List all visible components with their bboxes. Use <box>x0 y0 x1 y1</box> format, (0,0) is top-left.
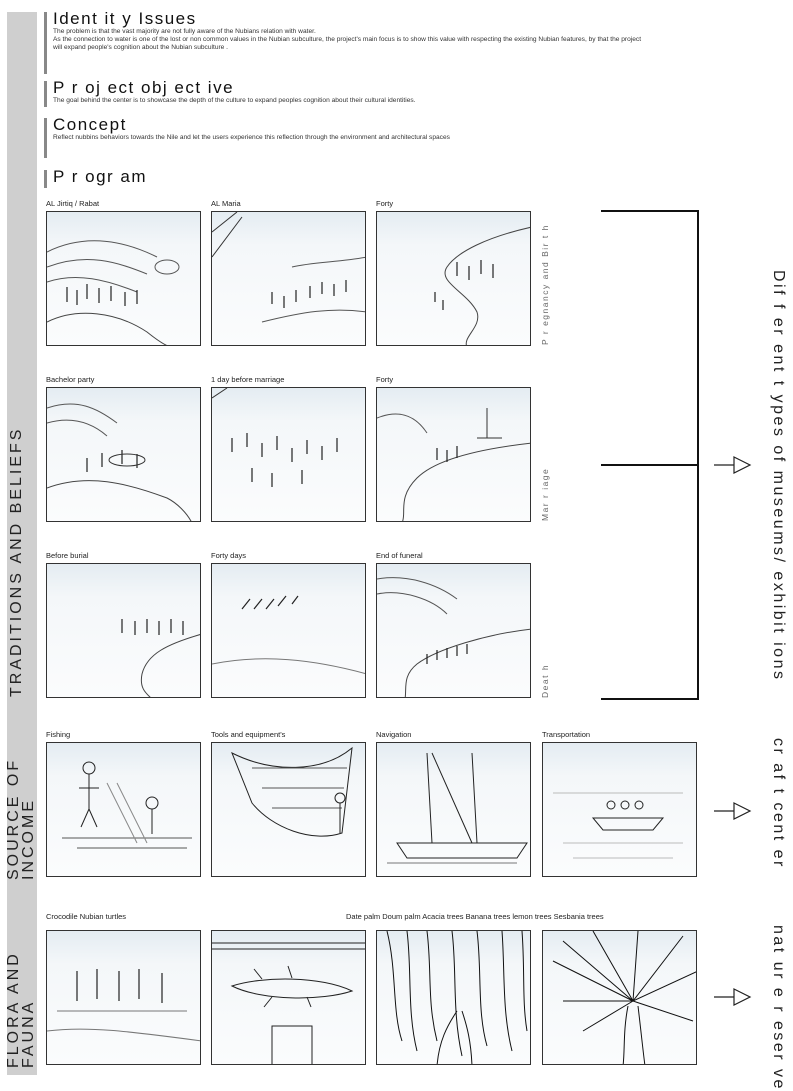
panel-caption: Forty <box>376 199 394 208</box>
identity-title: Ident it y Issues <box>53 9 197 28</box>
sketch-panel <box>211 211 366 346</box>
section-bar <box>44 118 47 158</box>
program-section <box>44 168 644 186</box>
sketch-panel <box>376 387 531 522</box>
section-bar <box>44 12 47 74</box>
bracket-middle <box>601 464 698 466</box>
sketch-panel <box>46 930 201 1065</box>
panel-caption: Fishing <box>46 730 71 739</box>
sketch-panel <box>376 742 531 877</box>
objective-title: P r oj ect obj ect ive <box>53 78 235 97</box>
sketch-panel <box>46 742 201 877</box>
arrow-icon <box>712 799 754 823</box>
panel-caption: AL Maria <box>211 199 241 208</box>
craft-label: cr af t cent er <box>770 738 787 869</box>
sketch-panel <box>211 563 366 698</box>
panel-caption: Tools and equipment's <box>211 730 286 739</box>
flora-caption-right: Date palm Doum palm Acacia trees Banana trees lemon trees Sesbania trees <box>346 912 604 921</box>
panel-caption: Before burial <box>46 551 89 560</box>
flora-label-line1: FLORA AND <box>5 951 22 1068</box>
death-stage-label: Deat h <box>540 663 550 698</box>
program-title: P r ogr am <box>53 167 148 186</box>
sketch-panel <box>46 387 201 522</box>
flora-label-line2: FAUNA <box>20 999 37 1068</box>
marriage-stage-label: Mar r iage <box>540 467 550 521</box>
concept-title: Concept <box>53 115 127 134</box>
nature-label: nat ur e r eser ve <box>770 925 787 1091</box>
bracket-top <box>601 210 698 212</box>
panel-caption: End of funeral <box>376 551 423 560</box>
arrow-icon <box>712 453 754 477</box>
section-bar <box>44 81 47 107</box>
bracket-spine <box>697 210 699 700</box>
objective-section <box>44 79 644 105</box>
panel-caption: 1 day before marriage <box>211 375 285 384</box>
flora-caption-left: Crocodile Nubian turtles <box>46 912 127 921</box>
panel-caption: Bachelor party <box>46 375 95 384</box>
sketch-panel <box>211 387 366 522</box>
concept-body: Reflect nubbins behaviors towards the Nile and let the users experience this reflection through the environment and architectural spaces <box>53 134 450 141</box>
sketch-panel <box>376 563 531 698</box>
sketch-panel <box>376 930 531 1065</box>
income-label-line1: SOURCE OF <box>5 757 22 880</box>
sketch-panel <box>376 211 531 346</box>
sketch-panel <box>211 742 366 877</box>
panel-caption: Transportation <box>542 730 591 739</box>
sketch-panel <box>211 930 366 1065</box>
panel-caption: Forty days <box>211 551 247 560</box>
arrow-icon <box>712 985 754 1009</box>
identity-section <box>44 10 644 52</box>
sketch-panel <box>542 742 697 877</box>
identity-body: The problem is that the vast majority are not fully aware of the Nubians relation with water. As the connection to water is one of the lost or non common values in the Nubian subculture, the project's main focus is to show this value with respecting the existing Nubian features, by that the project will expand people's cognition about the Nubian subculture . <box>53 28 642 51</box>
objective-body: The goal behind the center is to showcase the depth of the culture to expand peoples cognition about their cultural identities. <box>53 97 416 104</box>
panel-caption: Navigation <box>376 730 412 739</box>
sketch-panel <box>542 930 697 1065</box>
concept-section <box>44 116 644 142</box>
birth-stage-label: P r egnancy and Bir t h <box>540 224 550 345</box>
traditions-label: TRADITIONS AND BELIEFS <box>8 426 25 697</box>
income-label-line2: INCOME <box>20 798 37 880</box>
panel-caption: AL Jirtiq / Rabat <box>46 199 100 208</box>
section-bar <box>44 170 47 188</box>
museums-label: Dif f er ent t ypes of museums/ exhibit ions <box>770 270 787 682</box>
flora-label <box>6 951 36 1068</box>
sketch-panel <box>46 563 201 698</box>
income-label <box>6 758 36 880</box>
sketch-panel <box>46 211 201 346</box>
panel-caption: Forty <box>376 375 394 384</box>
bracket-bottom <box>601 698 698 700</box>
